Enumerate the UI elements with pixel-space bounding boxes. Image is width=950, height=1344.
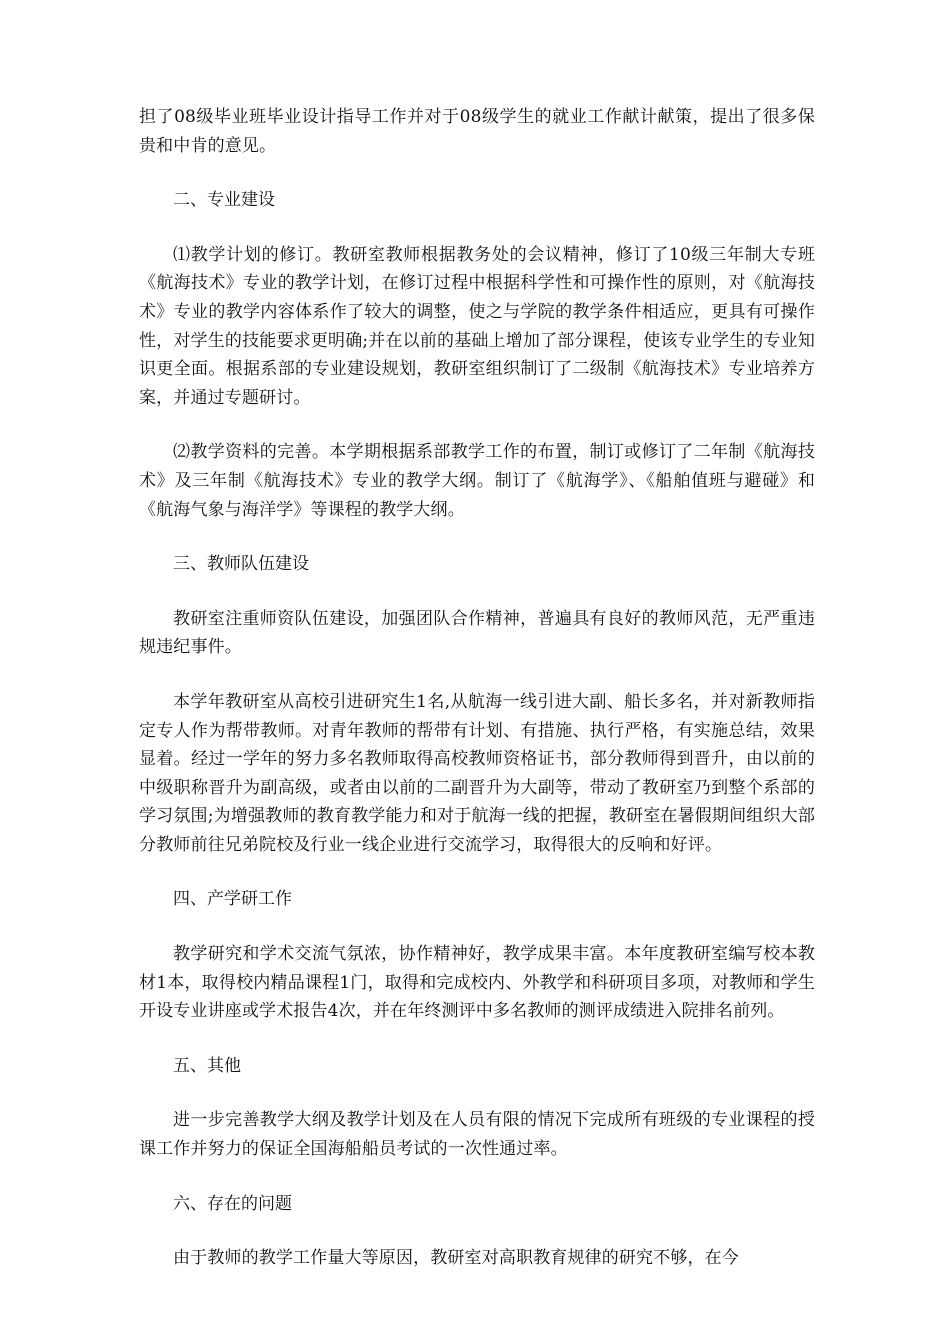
section-heading-other: 五、其他	[173, 1055, 241, 1076]
paragraph-continuation: 担了08级毕业班毕业设计指导工作并对于08级学生的就业工作献计献策，提出了很多保贵和中肯的意见。	[139, 107, 815, 156]
paragraph-teaching-materials: ⑵教学资料的完善。本学期根据系部教学工作的布置，制订或修订了二年制《航海技术》及三年制《航海技术》专业的教学大纲。制订了《航海学》、《船舶值班与避碰》和《航海气象与海洋学》等课程的教学大纲。	[139, 442, 815, 520]
section-heading-research: 四、产学研工作	[173, 889, 292, 910]
paragraph-other: 进一步完善教学大纲及教学计划及在人员有限的情况下完成所有班级的专业课程的授课工作并努力的保证全国海船船员考试的一次性通过率。	[139, 1110, 815, 1160]
paragraph-faculty-development: 本学年教研室从高校引进研究生1名,从航海一线引进大副、船长多名，并对新教师指定专人作为帮带教师。对青年教师的帮带有计划、有措施、执行严格，有实施总结，效果显着。经过一学年的努力多名教师取得高校教师资格证书，部分教师得到晋升，由以前的中级职称晋升为副高级，或者由以前的二副晋升为大副等，带动了教研室乃到整个系部的学习氛围;为增强教师的教育教学能力和对于航海一线的把握，教研室在暑假期间组织大部分教师前往兄弟院校及行业一线企业进行交流学习，取得很大的反响和好评。	[139, 691, 815, 855]
section-heading-problems: 六、存在的问题	[173, 1193, 292, 1214]
section-heading-major-construction: 二、专业建设	[173, 190, 275, 211]
paragraph-problems: 由于教师的教学工作量大等原因，教研室对高职教育规律的研究不够，在今	[173, 1248, 739, 1269]
paragraph-research: 教学研究和学术交流气氛浓，协作精神好，教学成果丰富。本年度教研室编写校本教材1本，取得校内精品课程1门，取得和完成校内、外教学和科研项目多项，对教师和学生开设专业讲座或学术报告4次，并在年终测评中多名教师的测评成绩进入院排名前列。	[139, 944, 815, 1022]
document-page	[139, 103, 815, 1299]
paragraph-faculty-style: 教研室注重师资队伍建设，加强团队合作精神，普遍具有良好的教师风范，无严重违规违纪事件。	[139, 608, 815, 658]
paragraph-teaching-plan: ⑴教学计划的修订。教研室教师根据教务处的会议精神，修订了10级三年制大专班《航海技术》专业的教学计划，在修订过程中根据科学性和可操作性的原则，对《航海技术》专业的教学内容体系作了较大的调整，使之与学院的教学条件相适应，更具有可操作性，对学生的技能要求更明确;并在以前的基础上增加了部分课程，使该专业学生的专业知识更全面。根据系部的专业建设规划，教研室组织制订了二级制《航海技术》专业培养方案，并通过专题研讨。	[139, 244, 815, 408]
section-heading-faculty: 三、教师队伍建设	[173, 554, 309, 575]
